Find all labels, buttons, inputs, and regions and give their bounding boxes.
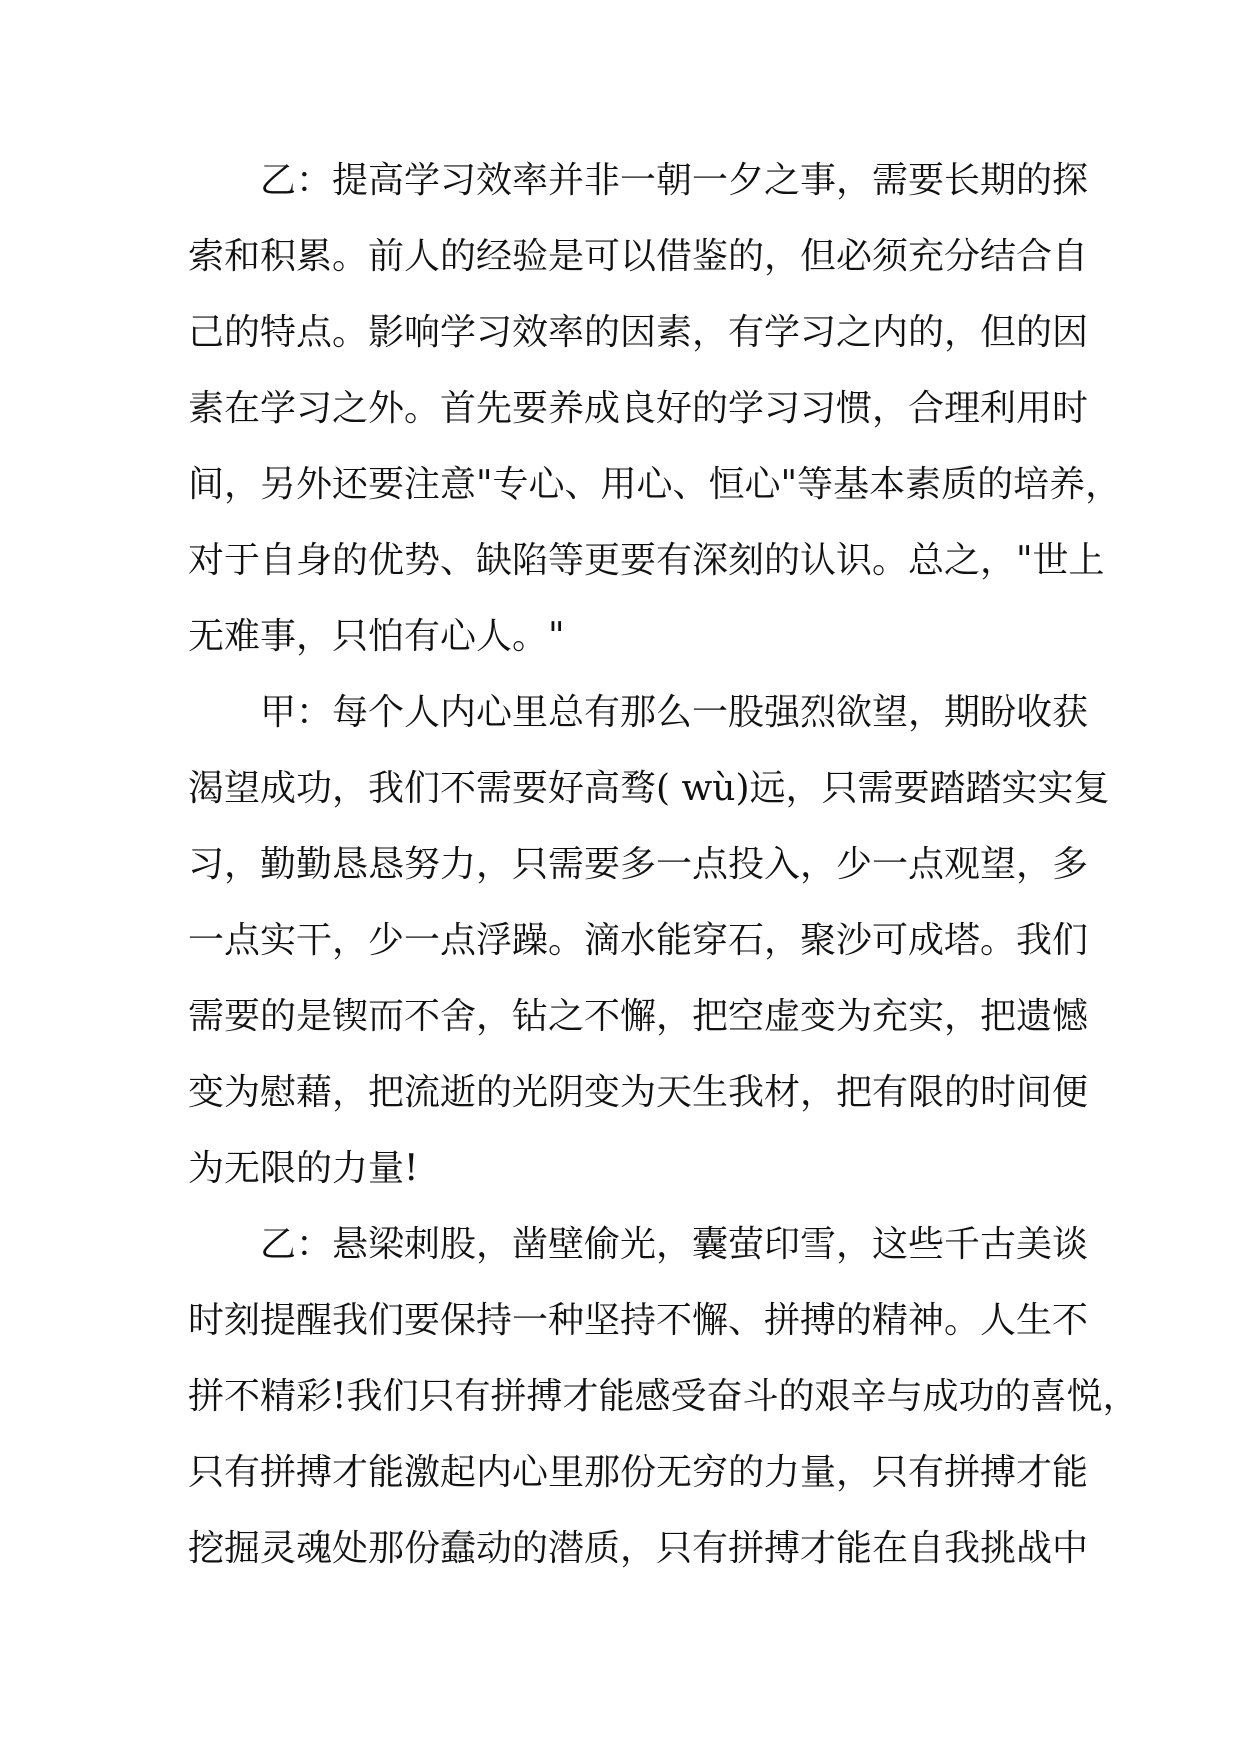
text-line: 乙：悬梁刺股，凿壁偷光，囊萤印雪，这些千古美谈 [260, 1224, 1089, 1265]
text-line: 拼不精彩!我们只有拼搏才能感受奋斗的艰辛与成功的喜悦， [188, 1376, 1139, 1417]
text-line: 习，勤勤恳恳努力，只需要多一点投入，少一点观望，多 [188, 844, 1089, 885]
text-line: 间，另外还要注意"专心、用心、恒心"等基本素质的培养， [188, 464, 1122, 505]
paragraph-yi-2 [188, 1224, 1139, 1569]
text-line: 甲：每个人内心里总有那么一股强烈欲望，期盼收获 [260, 692, 1089, 733]
text-line: 需要的是锲而不舍，钻之不懈，把空虚变为充实，把遗憾 [188, 996, 1089, 1037]
paragraph-yi-1 [188, 160, 1122, 657]
text-line: 变为慰藉，把流逝的光阴变为天生我材，把有限的时间便 [188, 1072, 1089, 1113]
text-line: 挖掘灵魂处那份蠢动的潜质，只有拼搏才能在自我挑战中 [188, 1528, 1089, 1569]
text-line: 乙：提高学习效率并非一朝一夕之事，需要长期的探 [260, 160, 1089, 201]
text-line: 只有拼搏才能激起内心里那份无穷的力量，只有拼搏才能 [188, 1452, 1089, 1493]
text-line: 己的特点。影响学习效率的因素，有学习之内的，但的因 [188, 312, 1089, 353]
paragraph-jia [188, 692, 1110, 1189]
text-line: 索和积累。前人的经验是可以借鉴的，但必须充分结合自 [188, 236, 1089, 277]
text-body [188, 160, 1139, 1607]
text-line: 时刻提醒我们要保持一种坚持不懈、拼搏的精神。人生不 [188, 1300, 1089, 1341]
text-line: 渴望成功，我们不需要好高骛( wù)远，只需要踏踏实实复 [188, 768, 1110, 809]
text-line: 无难事，只怕有心人。" [188, 616, 565, 657]
text-line: 素在学习之外。首先要养成良好的学习习惯，合理利用时 [188, 388, 1089, 429]
text-line: 一点实干，少一点浮躁。滴水能穿石，聚沙可成塔。我们 [188, 920, 1089, 961]
text-line: 为无限的力量! [188, 1148, 419, 1189]
text-line: 对于自身的优势、缺陷等更要有深刻的认识。总之，"世上 [188, 540, 1105, 581]
